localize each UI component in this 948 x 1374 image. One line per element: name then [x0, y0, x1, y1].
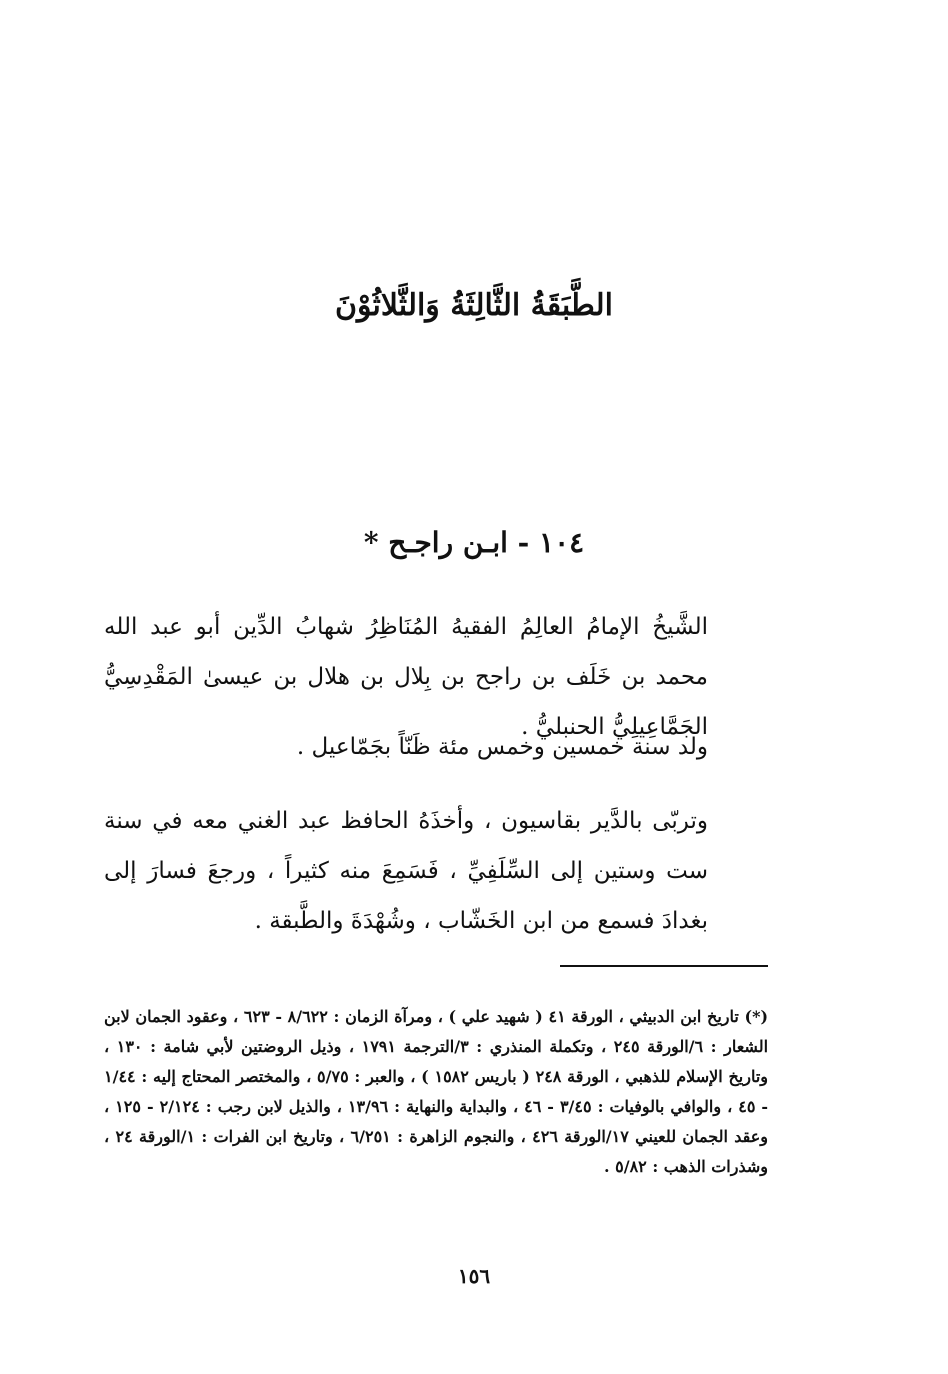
section-title: الطَّبَقَةُ الثَّالِثَةُ وَالثَّلاثُوْنَ: [334, 288, 614, 323]
entry-title: ١٠٤ - ابـن راجـح *: [363, 526, 585, 559]
footnote-divider: [560, 965, 768, 967]
biography-paragraph-birth: ولد سنة خمسين وخمس مئة ظَنّاً بجَمّاعيل .: [296, 734, 708, 760]
biography-paragraph-name: الشَّيخُ الإمامُ العالِمُ الفقيهُ المُنَاظِرُ شهابُ الدِّين أبو عبد الله محمد بن خَلَف بن راجح بن بِلال بن هلال بن عيسىٰ المَقْدِسِيُّ الجَمَّاعِيلِيُّ الحنبليُّ .: [104, 614, 708, 740]
page-number: ١٥٦: [457, 1264, 491, 1288]
footnote-sources: (*) تاريخ ابن الدبيثي ، الورقة ٤١ ( شهيد علي ) ، ومرآة الزمان : ٨/٦٢٢ - ٦٢٣ ، وعقود الجمان لابن الشعار : ٦/الورقة ٢٤٥ ، وتكملة المنذري : ٣/الترجمة ١٧٩١ ، وذيل الروضتين لأبي شامة : ١٣٠ ، وتاريخ الإسلام للذهبي ، الورقة ٢٤٨ ( باريس ١٥٨٢ ) ، والعبر : ٥/٧٥ ، والمختصر المحتاج إليه : ١/٤٤ - ٤٥ ، والوافي بالوفيات : ٣/٤٥ - ٤٦ ، والبداية والنهاية : ١٣/٩٦ ، والذيل لابن رجب : ٢/١٢٤ - ١٢٥ ، وعقد الجمان للعيني ١٧/الورقة ٤٢٦ ، والنجوم الزاهرة : ٦/٢٥١ ، وتاريخ ابن الفرات : ١/الورقة ٢٤ ، وشذرات الذهب : ٥/٨٢ .: [104, 1007, 769, 1176]
biography-paragraph-study: وتربّى بالدَّير بقاسيون ، وأخذَهُ الحافظ عبد الغني معه في سنة ست وستين إلى السِّلَفِيِّ ، فَسَمِعَ منه كثيراً ، ورجعَ فسارَ إلى بغدادَ فسمع من ابن الخَشّاب ، وشُهْدَةَ والطَّبقة .: [104, 808, 708, 934]
